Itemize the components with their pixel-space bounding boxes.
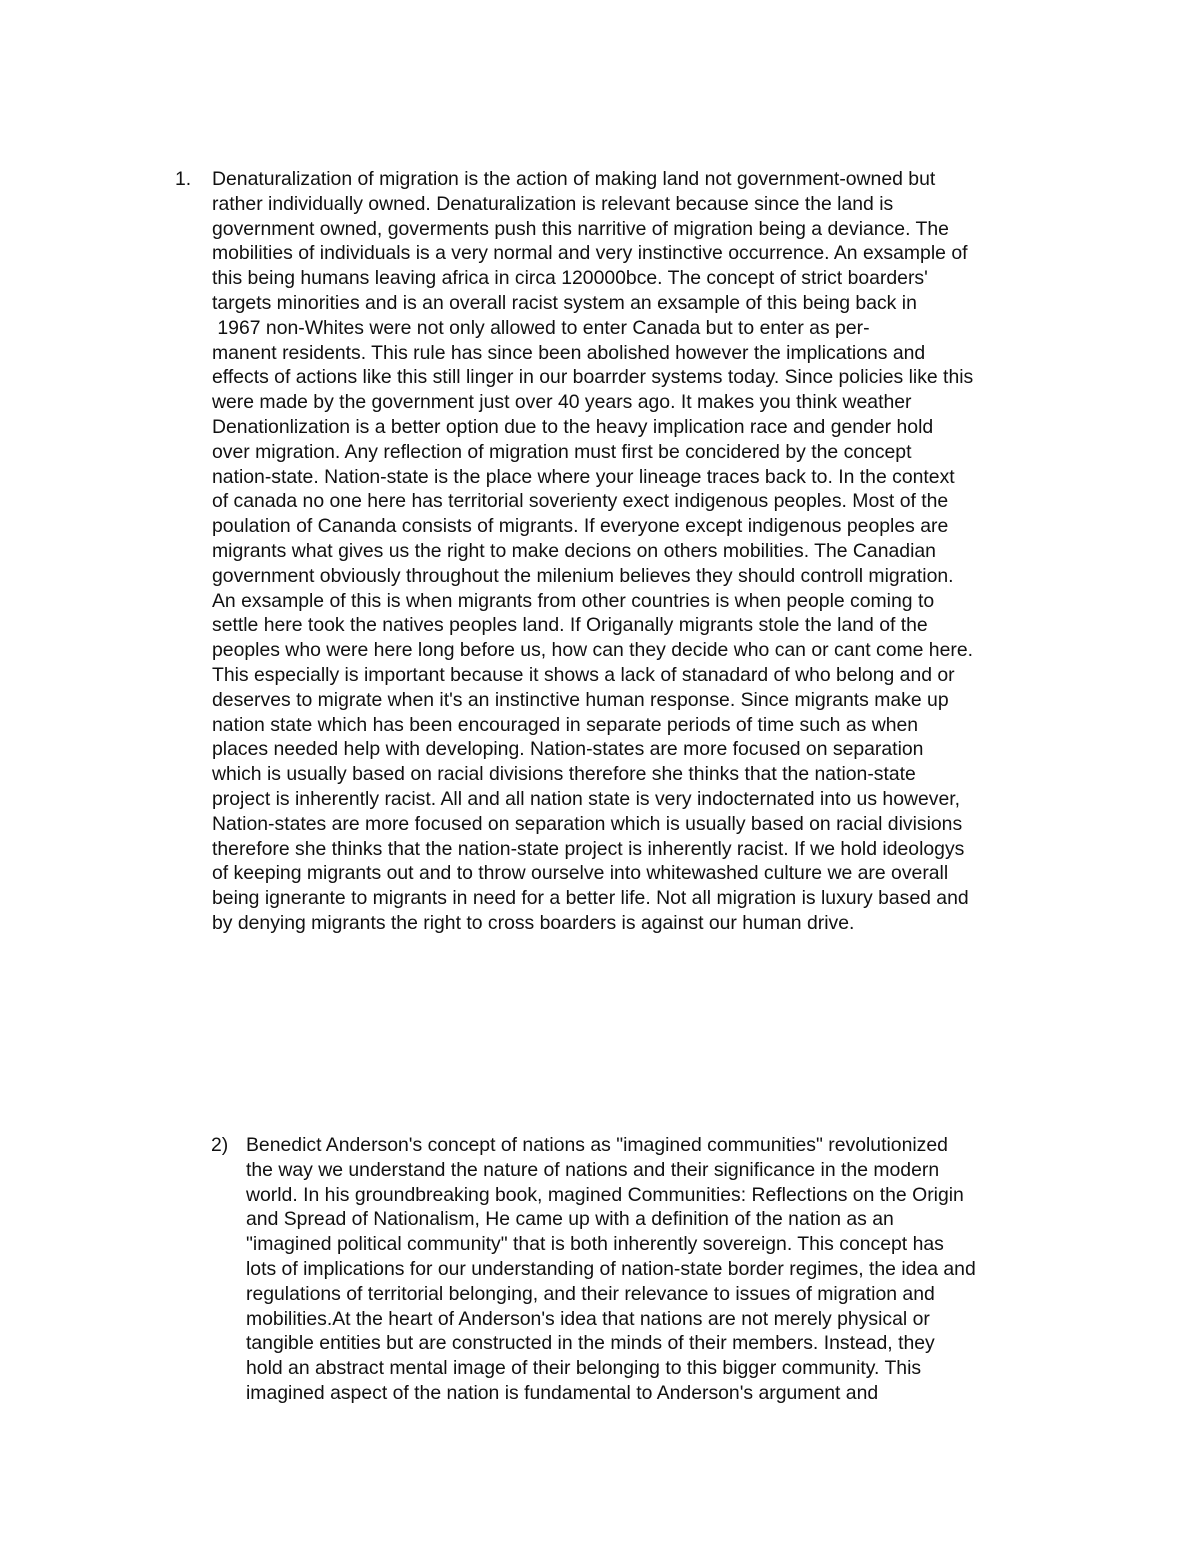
- text-line: effects of actions like this still linger in our boarrder systems today. Since policies like this: [212, 366, 974, 389]
- list-item-1: [175, 167, 1092, 936]
- text-line: imagined aspect of the nation is fundamental to Anderson's argument and: [246, 1381, 879, 1404]
- text-line: over migration. Any reflection of migration must first be concidered by the concept: [212, 440, 912, 463]
- list-marker: 2): [211, 1134, 229, 1156]
- text-line: therefore she thinks that the nation-state project is inherently racist. If we hold ideologys: [212, 837, 965, 860]
- text-line: of canada no one here has territorial soverienty exect indigenous peoples. Most of the: [212, 490, 949, 513]
- paragraph-text: [212, 167, 1092, 936]
- text-line: government owned, goverments push this narritive of migration being a deviance. The: [212, 217, 949, 240]
- text-line: settle here took the natives peoples land. If Origanally migrants stole the land of the: [212, 614, 928, 637]
- text-line: were made by the government just over 40 years ago. It makes you think weather: [212, 391, 912, 414]
- text-line: This especially is important because it shows a lack of stanadard of who belong and or: [212, 663, 955, 686]
- text-line: nation-state. Nation-state is the place where your lineage traces back to. In the context: [212, 465, 955, 488]
- text-line: deserves to migrate when it's an instinctive human response. Since migrants make up: [212, 688, 949, 711]
- paragraph-text: [246, 1133, 1096, 1406]
- text-line: targets minorities and is an overall racist system an exsample of this being back in: [212, 291, 917, 314]
- text-line: Benedict Anderson's concept of nations as "imagined communities" revolutionized: [246, 1134, 948, 1156]
- text-line: Denationlization is a better option due to the heavy implication race and gender hold: [212, 415, 934, 438]
- text-line: and Spread of Nationalism, He came up with a definition of the nation as an: [246, 1208, 894, 1231]
- text-line: the way we understand the nature of nations and their significance in the modern: [246, 1158, 940, 1181]
- text-line: peoples who were here long before us, how can they decide who can or cant come here.: [212, 639, 974, 662]
- text-line: poulation of Cananda consists of migrants. If everyone except indigenous peoples are: [212, 515, 949, 538]
- text-line: lots of implications for our understanding of nation-state border regimes, the idea and: [246, 1257, 976, 1280]
- list-marker: 1.: [175, 168, 192, 190]
- text-line: tangible entities but are constructed in the minds of their members. Instead, they: [246, 1332, 935, 1355]
- text-line: world. In his groundbreaking book, magined Communities: Reflections on the Origin: [246, 1183, 964, 1206]
- text-line: by denying migrants the right to cross boarders is against our human drive.: [212, 911, 855, 934]
- list-item-2: [211, 1133, 1096, 1406]
- text-line: manent residents. This rule has since been abolished however the implications and: [212, 341, 926, 364]
- text-line: Nation-states are more focused on separation which is usually based on racial divisions: [212, 812, 963, 835]
- text-line: government obviously throughout the milenium believes they should controll migration.: [212, 564, 954, 587]
- text-line: regulations of territorial belonging, and their relevance to issues of migration and: [246, 1282, 935, 1305]
- text-line: Denaturalization of migration is the action of making land not government-owned but: [212, 168, 936, 190]
- text-line: being ignerante to migrants in need for a better life. Not all migration is luxury based and: [212, 887, 969, 910]
- text-line: which is usually based on racial divisions therefore she thinks that the nation-state: [212, 763, 916, 786]
- text-line: project is inherently racist. All and all nation state is very indocternated into us however,: [212, 787, 961, 810]
- text-line: mobilities of individuals is a very normal and very instinctive occurrence. An exsample of: [212, 242, 968, 265]
- text-line: mobilities.At the heart of Anderson's idea that nations are not merely physical or: [246, 1307, 930, 1330]
- text-line: nation state which has been encouraged in separate periods of time such as when: [212, 713, 919, 736]
- text-line: hold an abstract mental image of their belonging to this bigger community. This: [246, 1357, 922, 1380]
- text-line: rather individually owned. Denaturalization is relevant because since the land is: [212, 192, 894, 215]
- text-line: 1967 non-Whites were not only allowed to enter Canada but to enter as per-: [212, 316, 870, 339]
- text-line: An exsample of this is when migrants from other countries is when people coming to: [212, 589, 935, 612]
- text-line: of keeping migrants out and to throw ourselve into whitewashed culture we are overall: [212, 862, 949, 885]
- text-line: places needed help with developing. Nation-states are more focused on separation: [212, 738, 924, 761]
- text-line: migrants what gives us the right to make decions on others mobilities. The Canadian: [212, 539, 936, 562]
- text-line: "imagined political community" that is both inherently sovereign. This concept has: [246, 1233, 944, 1256]
- text-line: this being humans leaving africa in circa 120000bce. The concept of strict boarders': [212, 267, 928, 290]
